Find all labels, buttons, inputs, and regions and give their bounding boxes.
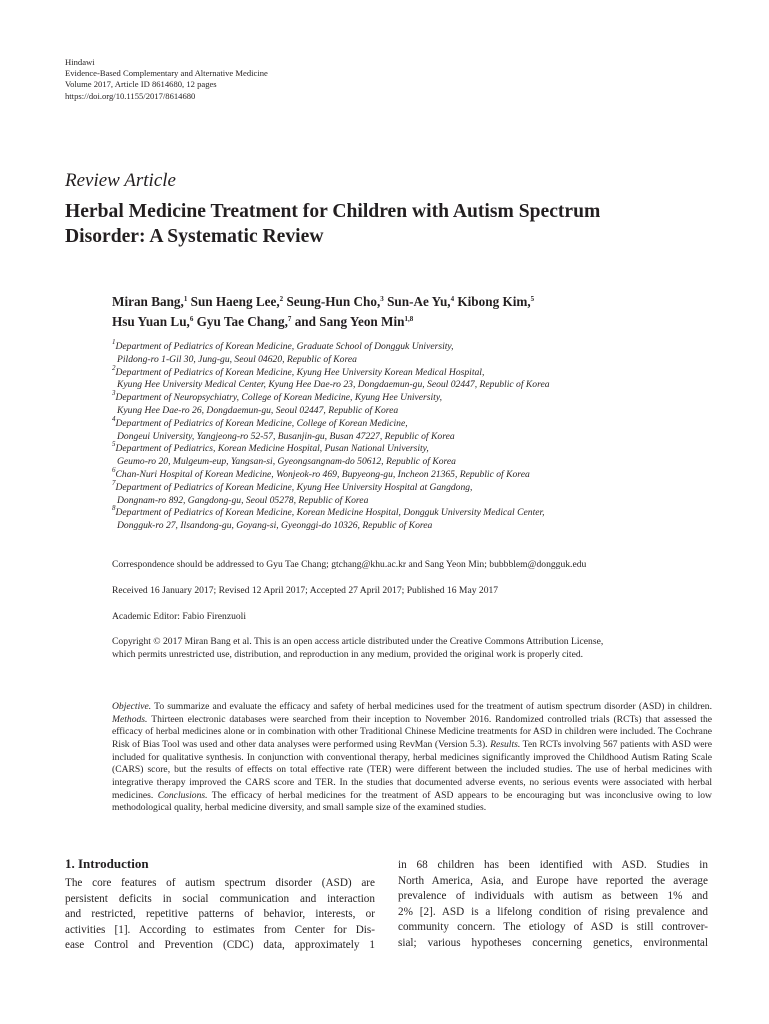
author-name: Kibong Kim,: [457, 294, 531, 309]
body-line: in 68 children has been identified with ASD. Studies in: [398, 859, 708, 871]
affiliation-address: Dongguk-ro 27, Ilsandong-gu, Goyang-si, Gyeonggi-do 10326, Republic of Korea: [117, 520, 433, 532]
author-line: [112, 312, 672, 332]
affiliation-number: 4: [112, 414, 116, 423]
affiliation-text: Department of Pediatrics of Korean Medicine, Graduate School of Dongguk University,: [115, 341, 454, 352]
abstract-methods: Thirteen electronic databases were searched from their inception to November 2016. Randomized controlled trials (RCTs) that assessed the efficacy of herbal medicines alone or in combination with other Traditional Chinese Medicine treatments for ASD in children were included. The Cochrane Risk of Bias Tool was used and other data analyses were performed using RevMan (Version 5.3).: [112, 713, 712, 750]
author-name: Hsu Yuan Lu,: [112, 314, 190, 329]
body-line: The core features of autism spectrum disorder (ASD) are: [65, 877, 375, 889]
abstract-objective: To summarize and evaluate the efficacy and safety of herbal medicines used for the treatment of autism spectrum disorder (ASD) in children.: [151, 701, 712, 712]
author-affiliation-mark: 6: [189, 315, 194, 323]
affiliation-item: [112, 389, 712, 418]
affiliation-address: Pildong-ro 1-Gil 30, Jung-gu, Seoul 04620, Republic of Korea: [117, 353, 357, 365]
author-affiliation-mark: 1,8: [404, 315, 414, 323]
affiliation-text: Department of Neuropsychiatry, College of Korean Medicine, Kyung Hee University,: [115, 392, 442, 404]
author-affiliation-mark: 5: [530, 295, 535, 303]
journal-header: [65, 57, 268, 102]
title-line: Disorder: A Systematic Review: [65, 226, 324, 247]
abstract-results-label: Results.: [490, 738, 521, 750]
affiliation-item: [112, 338, 712, 367]
affiliation-text: Chan-Nuri Hospital of Korean Medicine, Wonjeok-ro 469, Bupyeong-gu, Incheon 21365, Republic of Korea: [115, 468, 530, 480]
copyright-notice: [112, 636, 712, 662]
affiliation-text: Department of Pediatrics of Korean Medicine, College of Korean Medicine,: [115, 417, 408, 429]
affiliation-item: [112, 465, 712, 482]
body-line: and restricted, repetitive patterns of behavior, interests, or: [65, 908, 375, 920]
author-name: Sun Haeng Lee,: [190, 294, 280, 309]
author-name: Gyu Tae Chang,: [196, 314, 288, 329]
body-column-right: [398, 858, 708, 951]
affiliation-item: [112, 478, 712, 508]
affiliation-list: [112, 338, 712, 533]
title-line: Herbal Medicine Treatment for Children with Autism Spectrum: [65, 201, 601, 222]
affiliation-address: Dongeui University, Yangjeong-ro 52-57, Busanjin-gu, Busan 47227, Republic of Korea: [117, 430, 455, 442]
author-name: and Sang Yeon Min: [294, 314, 405, 329]
publisher-name: Hindawi: [65, 57, 95, 67]
body-line: North America, Asia, and Europe have reported the average: [398, 874, 708, 887]
author-affiliation-mark: 1: [183, 295, 188, 303]
abstract-objective-label: Objective.: [112, 701, 152, 712]
article-type: Review Article: [65, 170, 176, 191]
body-line: persistent deficits in social communication and interaction: [65, 892, 375, 905]
affiliation-address: Dongnam-ro 892, Gangdong-gu, Seoul 05278, Republic of Korea: [117, 494, 369, 506]
abstract-methods-label: Methods.: [112, 713, 148, 725]
affiliation-number: 5: [112, 440, 116, 449]
publication-dates: Received 16 January 2017; Revised 12 April 2017; Accepted 27 April 2017; Published 16 May 2017: [112, 585, 499, 596]
author-line: [112, 292, 672, 312]
abstract-results: Ten RCTs involving 567 patients with ASD were included for qualitative synthesis. In conjunction with conventional therapy, herbal medicines significantly improved the Childhood Autism Rating Scale (CARS) score, but the results of effects on total effective rate (TER) were different between the included studies. The use of herbal medicines with integrative therapy improved the CARS score and TER. In the studies that documented adverse events, no serious events were associated with herbal medicines.: [112, 738, 712, 801]
body-line: sial; various hypotheses concerning genetics, environmental: [398, 936, 708, 949]
volume-info: Volume 2017, Article ID 8614680, 12 pages: [65, 79, 217, 90]
affiliation-address: Kyung Hee Dae-ro 26, Dongdaemun-gu, Seoul 02447, Republic of Korea: [117, 404, 399, 416]
author-list: [112, 292, 672, 332]
author-name: Seung-Hun Cho,: [286, 294, 381, 309]
affiliation-item: [112, 504, 712, 533]
academic-editor: Academic Editor: Fabio Firenzuoli: [112, 611, 247, 622]
affiliation-address: Kyung Hee University Medical Center, Kyung Hee Dae-ro 23, Dongdaemun-gu, Seoul 02447, Republic of Korea: [117, 379, 550, 391]
affiliation-address: Geumo-ro 20, Mulgeum-eup, Yangsan-si, Gyeongsangnam-do 50612, Republic of Korea: [117, 456, 456, 468]
affiliation-number: 3: [112, 389, 116, 398]
affiliation-number: 1: [112, 338, 116, 346]
body-line: 2% [2]. ASD is a lifelong condition of rising prevalence and: [398, 905, 708, 918]
affiliation-item: [112, 440, 712, 469]
author-affiliation-mark: 4: [450, 295, 455, 303]
article-title: [65, 199, 725, 249]
copyright-line: which permits unrestricted use, distribution, and reproduction in any medium, provided the original work is properly cited.: [112, 648, 584, 660]
body-line: ease Control and Prevention (CDC) data, approximately 1: [65, 939, 375, 951]
affiliation-text: Department of Pediatrics, Korean Medicine Hospital, Pusan National University,: [115, 443, 429, 455]
author-name: Miran Bang,: [112, 294, 184, 309]
affiliation-text: Department of Pediatrics of Korean Medicine, Kyung Hee University Hospital at Gangdong,: [115, 481, 473, 493]
abstract: [112, 701, 712, 815]
author-name: Sun-Ae Yu,: [387, 294, 451, 309]
body-column-left: [65, 876, 375, 954]
affiliation-item: [112, 414, 712, 444]
author-affiliation-mark: 3: [380, 295, 384, 303]
affiliation-text: Department of Pediatrics of Korean Medicine, Kyung Hee University Korean Medical Hospital,: [115, 366, 485, 378]
author-affiliation-mark: 2: [279, 295, 284, 303]
abstract-conclusions: The efficacy of herbal medicines for the treatment of ASD appears to be encouraging but was inconclusive owing to low methodological quality, herbal medicine diversity, and small sample size of the examined studies.: [112, 789, 712, 814]
body-line: prevalence of individuals with autism as between 1% and: [398, 890, 708, 902]
correspondence: Correspondence should be addressed to Gyu Tae Chang; gtchang@khu.ac.kr and Sang Yeon Min; bubbblem@dongguk.edu: [112, 559, 587, 570]
section-heading: 1. Introduction: [65, 856, 149, 871]
copyright-line: Copyright © 2017 Miran Bang et al. This is an open access article distributed under the Creative Commons Attribution License,: [112, 636, 604, 647]
affiliation-number: 2: [112, 363, 116, 372]
abstract-conclusions-label: Conclusions.: [157, 789, 208, 801]
body-line: community concern. The etiology of ASD is still controver-: [398, 921, 708, 933]
author-affiliation-mark: 7: [287, 315, 292, 323]
affiliation-number: 8: [112, 504, 116, 513]
journal-name: Evidence-Based Complementary and Alternative Medicine: [65, 68, 268, 79]
affiliation-number: 7: [112, 478, 116, 487]
affiliation-number: 6: [112, 465, 116, 474]
affiliation-text: Department of Pediatrics of Korean Medicine, Korean Medicine Hospital, Dongguk University Medical Center,: [115, 507, 545, 519]
affiliation-item: [112, 363, 712, 393]
body-line: activities [1]. According to estimates from Center for Dis-: [65, 923, 375, 936]
doi-link[interactable]: https://doi.org/10.1155/2017/8614680: [65, 90, 196, 101]
